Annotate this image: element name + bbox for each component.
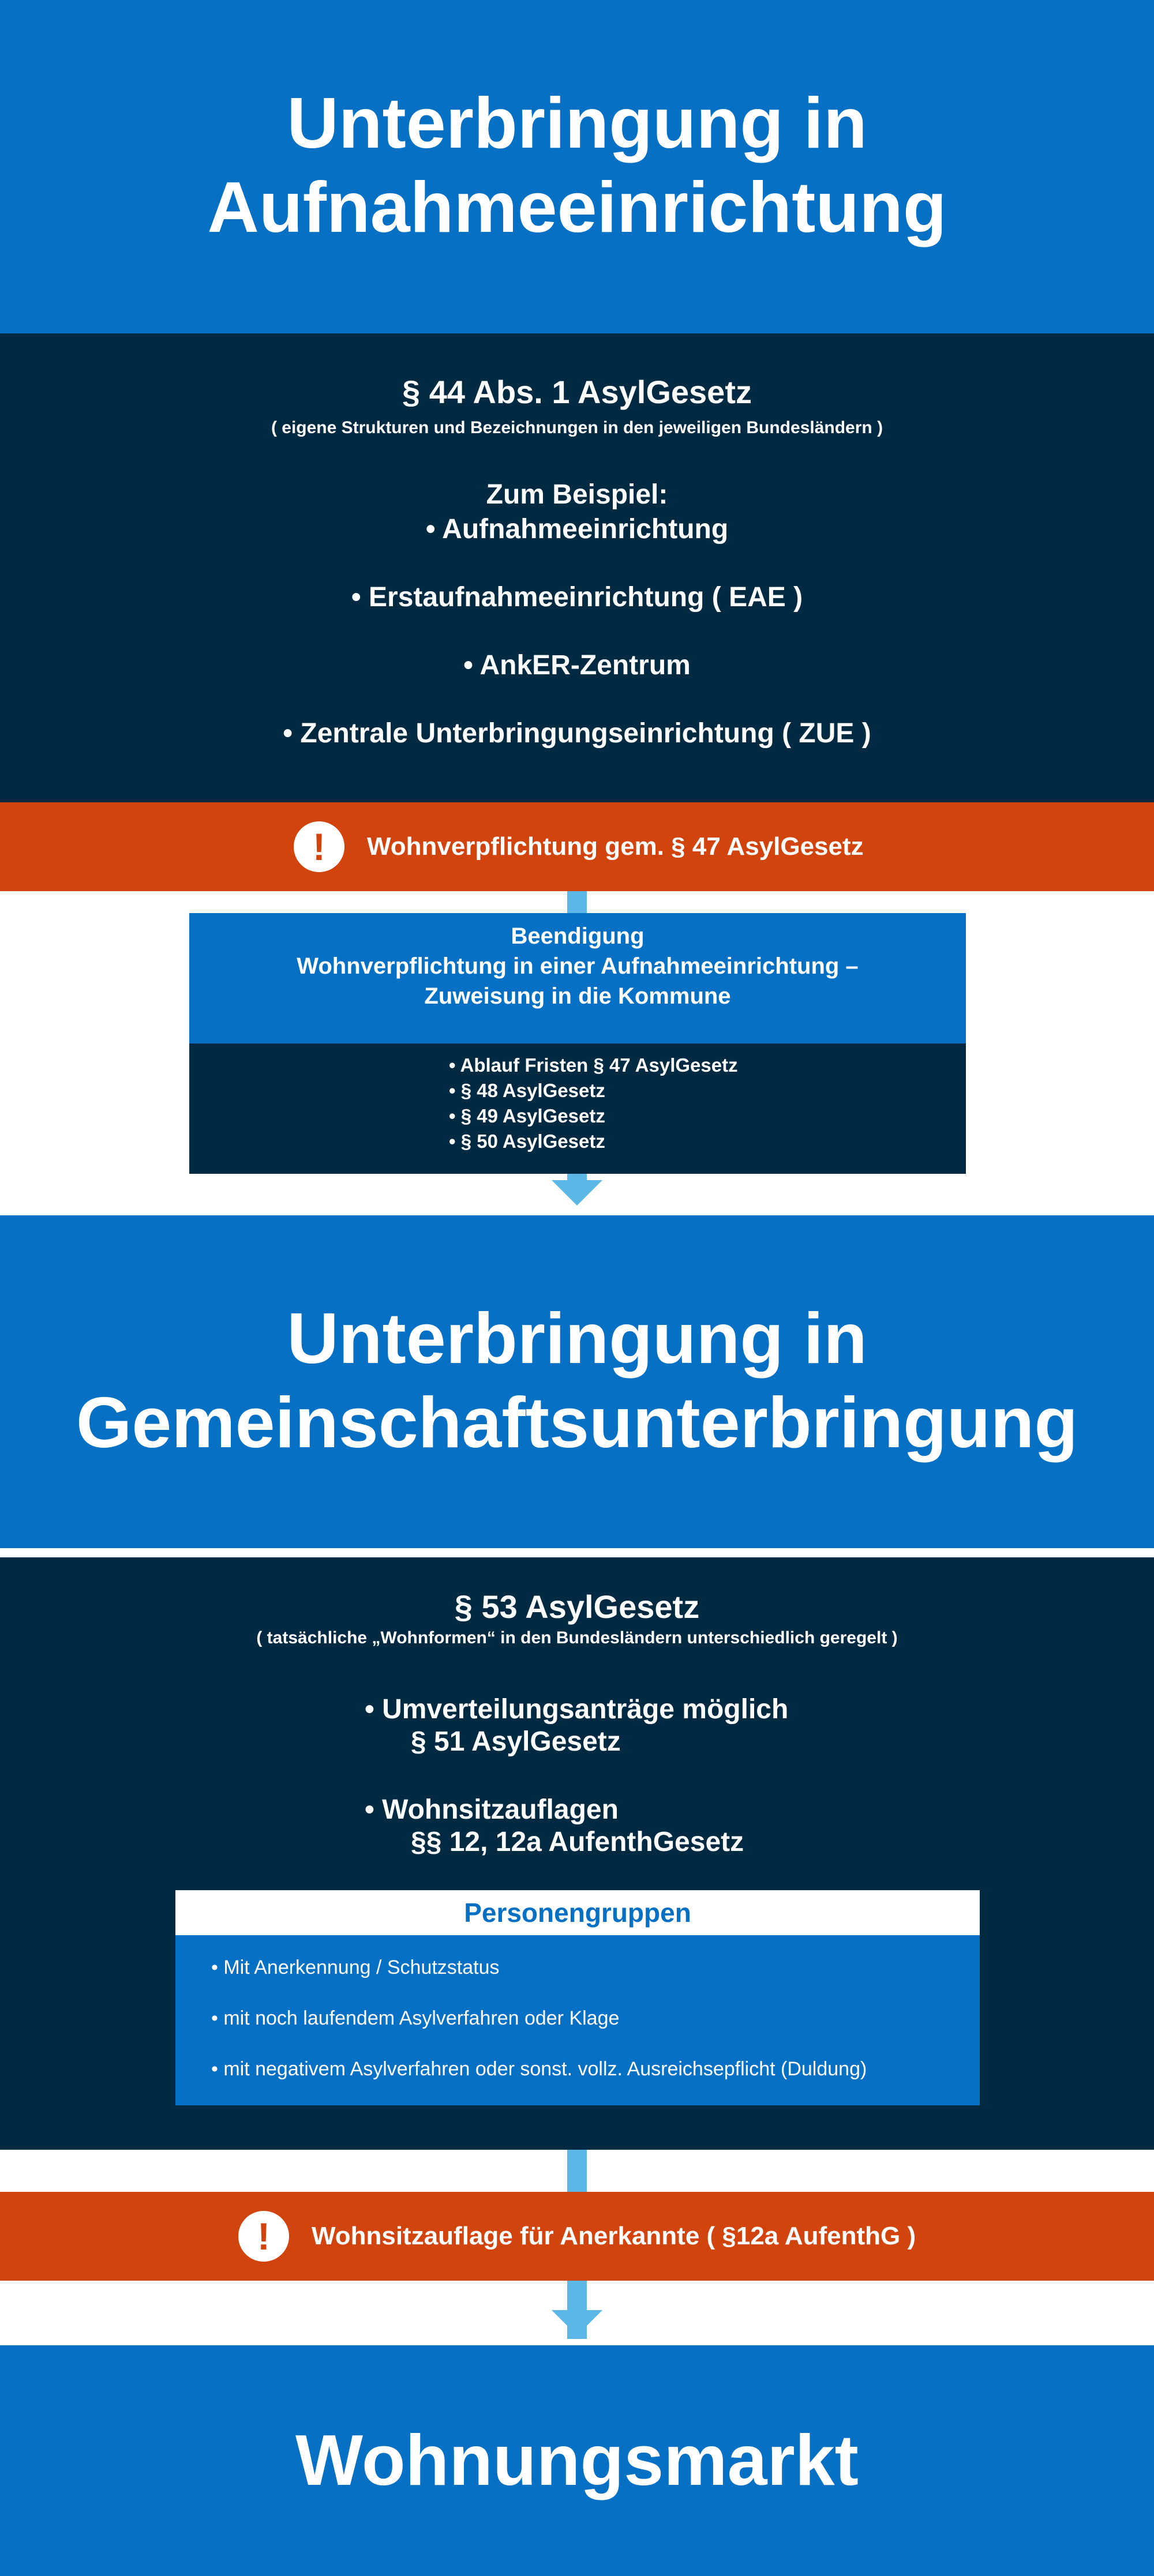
law-reference: § 53 AsylGesetz	[454, 1589, 700, 1625]
personengruppen-heading: Personengruppen	[175, 1890, 980, 1935]
point-group	[365, 1794, 744, 1858]
warning-text: Wohnsitzauflage für Anerkannte ( §12a AufenthG )	[312, 2222, 916, 2250]
exclamation-icon: !	[294, 821, 344, 872]
warning-banner-wohnsitzauflage	[0, 2192, 1154, 2281]
flow-arrow-icon	[552, 2310, 602, 2335]
termination-heading-line: Beendigung	[511, 923, 645, 949]
example-item: • Zentrale Unterbringungseinrichtung ( ZUE )	[283, 718, 871, 749]
personengruppe-item: • mit noch laufendem Asylverfahren oder Klage	[211, 2007, 620, 2029]
termination-box	[189, 913, 966, 1166]
exclamation-icon: !	[238, 2211, 289, 2262]
point-line: • Umverteilungsanträge möglich	[365, 1694, 789, 1725]
termination-item: • § 50 AsylGesetz	[449, 1131, 605, 1152]
section-wohnungsmarkt	[0, 2345, 1154, 2576]
example-item: • Aufnahmeeinrichtung	[425, 514, 729, 545]
section-gemeinschaft-header	[0, 1215, 1154, 1548]
section-title-line1: Unterbringung in	[287, 84, 867, 163]
warning-text: Wohnverpflichtung gem. § 47 AsylGesetz	[367, 832, 864, 861]
termination-heading	[189, 913, 966, 1043]
termination-item: • § 48 AsylGesetz	[449, 1080, 605, 1101]
point-line: • Wohnsitzauflagen	[365, 1794, 619, 1825]
law-note: ( eigene Strukturen und Bezeichnungen in den jeweiligen Bundesländern )	[271, 418, 883, 437]
warning-banner-wohnverpflichtung	[0, 802, 1154, 891]
law-reference: § 44 Abs. 1 AsylGesetz	[402, 374, 752, 410]
point-line: § 51 AsylGesetz	[411, 1726, 621, 1757]
section-gemeinschaft-details	[0, 1557, 1154, 2150]
section-aufnahme-header	[0, 0, 1154, 333]
personengruppen-box	[175, 1890, 980, 2105]
law-note: ( tatsächliche „Wohnformen“ in den Bundesländern unterschiedlich geregelt )	[256, 1628, 898, 1647]
termination-heading-line: Zuweisung in die Kommune	[424, 983, 731, 1009]
section-title: Wohnungsmarkt	[295, 2421, 859, 2500]
section-title-line1: Unterbringung in	[287, 1299, 867, 1379]
termination-item: • Ablauf Fristen § 47 AsylGesetz	[449, 1054, 738, 1076]
personengruppen-list	[175, 1935, 980, 2105]
example-item: • AnkER-Zentrum	[463, 650, 691, 681]
example-item: • Erstaufnahmeeinrichtung ( EAE )	[351, 582, 803, 613]
section-title-line2: Aufnahmeeinrichtung	[207, 168, 947, 247]
point-line: §§ 12, 12a AufenthGesetz	[411, 1827, 744, 1857]
example-label: Zum Beispiel:	[486, 479, 668, 510]
termination-heading-line: Wohnverpflichtung in einer Aufnahmeeinrichtung –	[297, 953, 859, 979]
personengruppe-item: • mit negativem Asylverfahren oder sonst. vollz. Ausreichsepflicht (Duldung)	[211, 2058, 867, 2080]
section-title-line2: Gemeinschaftsunterbringung	[76, 1383, 1078, 1463]
termination-list	[189, 1043, 966, 1174]
section-aufnahme-details	[0, 333, 1154, 802]
point-group	[365, 1693, 788, 1758]
flow-arrow-icon	[552, 1180, 602, 1206]
personengruppe-item: • Mit Anerkennung / Schutzstatus	[211, 1957, 500, 1978]
termination-item: • § 49 AsylGesetz	[449, 1105, 605, 1126]
